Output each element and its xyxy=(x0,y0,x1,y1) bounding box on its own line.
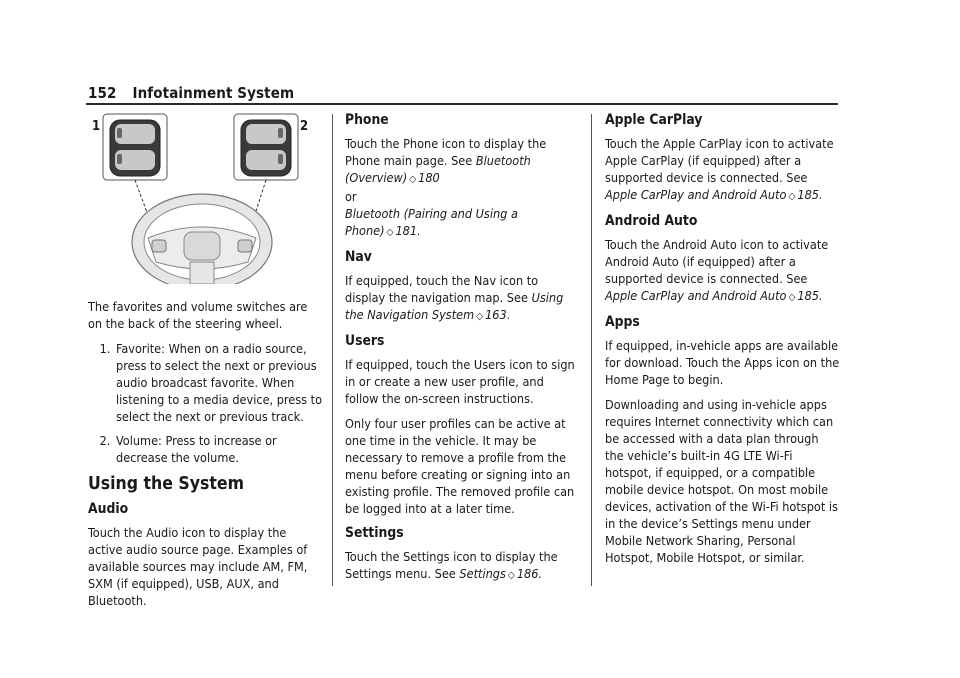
carplay-text: Touch the Apple CarPlay icon to activate Apple CarPlay (if equipped) after a supported device is connected. See Apple CarPlay and Android Auto ◇ 185. xyxy=(605,136,834,202)
phone-pairing-ref-link[interactable]: Bluetooth (Pairing and Using a Phone) xyxy=(345,206,518,238)
steering-wheel-illustration xyxy=(86,112,316,284)
android-auto-heading: Android Auto xyxy=(605,213,698,229)
phone-ref-link[interactable]: Bluetooth (Overview) xyxy=(345,153,531,185)
users-heading: Users xyxy=(345,333,385,349)
nav-heading: Nav xyxy=(345,249,372,265)
page-ref-icon: ◇ xyxy=(507,570,515,581)
settings-text: Touch the Settings icon to display the Settings menu. See Settings ◇ 186. xyxy=(345,549,558,581)
android-auto-ref-link[interactable]: Apple CarPlay and Android Auto xyxy=(605,288,787,303)
page-header xyxy=(88,84,294,102)
column-2 xyxy=(345,112,580,592)
android-auto-text: Touch the Android Auto icon to activate Android Auto (if equipped) after a supported device is connected. See Apple CarPlay and Android Auto ◇ 185. xyxy=(605,237,829,303)
nav-text: If equipped, touch the Nav icon to display the navigation map. See Using the Navigation System ◇ 163. xyxy=(345,273,564,322)
column-divider xyxy=(591,114,592,586)
settings-heading: Settings xyxy=(345,525,404,541)
phone-heading: Phone xyxy=(345,112,389,128)
page-ref-icon: ◇ xyxy=(476,311,484,322)
column-1 xyxy=(88,112,323,617)
phone-text: Touch the Phone icon to display the Phone main page. See Bluetooth (Overview) ◇ 180 or Bluetooth (Pairing and Using a Phone) ◇ 181. xyxy=(345,136,547,238)
steering-wheel-figure xyxy=(86,112,316,284)
audio-text: Touch the Audio icon to display the active audio source page. Examples of available sources may include AM, FM, SXM (if equipped), USB, AUX, and Bluetooth. xyxy=(88,525,308,608)
header-rule xyxy=(86,103,838,105)
audio-heading: Audio xyxy=(88,501,129,517)
users-text-1: If equipped, touch the Users icon to sign in or create a new user profile, and follow the on-screen instructions. xyxy=(345,357,575,406)
page-number: 152 xyxy=(88,84,117,102)
nav-ref-link[interactable]: Using the Navigation System xyxy=(345,290,564,322)
callout-2-label: 2 xyxy=(300,119,309,134)
users-text-2: Only four user profiles can be active at one time in the vehicle. It may be necessary to remove a profile from the menu before creating or signing into an existing profile. The removed profile can be logged into at a later time. xyxy=(345,416,575,516)
using-system-heading: Using the System xyxy=(88,474,244,494)
column-divider xyxy=(332,114,333,586)
page-ref-icon: ◇ xyxy=(386,227,394,238)
column-3 xyxy=(605,112,840,574)
carplay-heading: Apple CarPlay xyxy=(605,112,703,128)
favorites-intro: The favorites and volume switches are on the back of the steering wheel. xyxy=(88,299,308,331)
section-title: Infotainment System xyxy=(132,84,295,102)
apps-text-2: Downloading and using in-vehicle apps requires Internet connectivity which can be accessed with a data plan through the vehicle’s built-in 4G LTE Wi-Fi hotspot, if equipped, or a compatible mobile device hotspot. On most mobile devices, activation of the Wi-Fi hotspot is in the device’s Settings menu under Mobile Network Sharing, Personal Hotspot, Mobile Hotspot, or similar. xyxy=(605,397,838,565)
list-item: 1. Favorite: When on a radio source, press to select the next or previous audio broadcast favorite. When listening to a media device, press to select the next or previous track. xyxy=(114,340,323,425)
carplay-ref-link[interactable]: Apple CarPlay and Android Auto xyxy=(605,187,787,202)
apps-heading: Apps xyxy=(605,314,640,330)
callout-1-label: 1 xyxy=(92,119,101,134)
switch-list xyxy=(88,340,323,466)
page-ref-icon: ◇ xyxy=(409,174,417,185)
page-ref-icon: ◇ xyxy=(788,191,796,202)
settings-ref-link[interactable]: Settings xyxy=(459,566,506,581)
apps-text-1: If equipped, in-vehicle apps are available for download. Touch the Apps icon on the Home Page to begin. xyxy=(605,338,840,387)
page-ref-icon: ◇ xyxy=(788,292,796,303)
list-item: 2. Volume: Press to increase or decrease the volume. xyxy=(114,432,323,466)
